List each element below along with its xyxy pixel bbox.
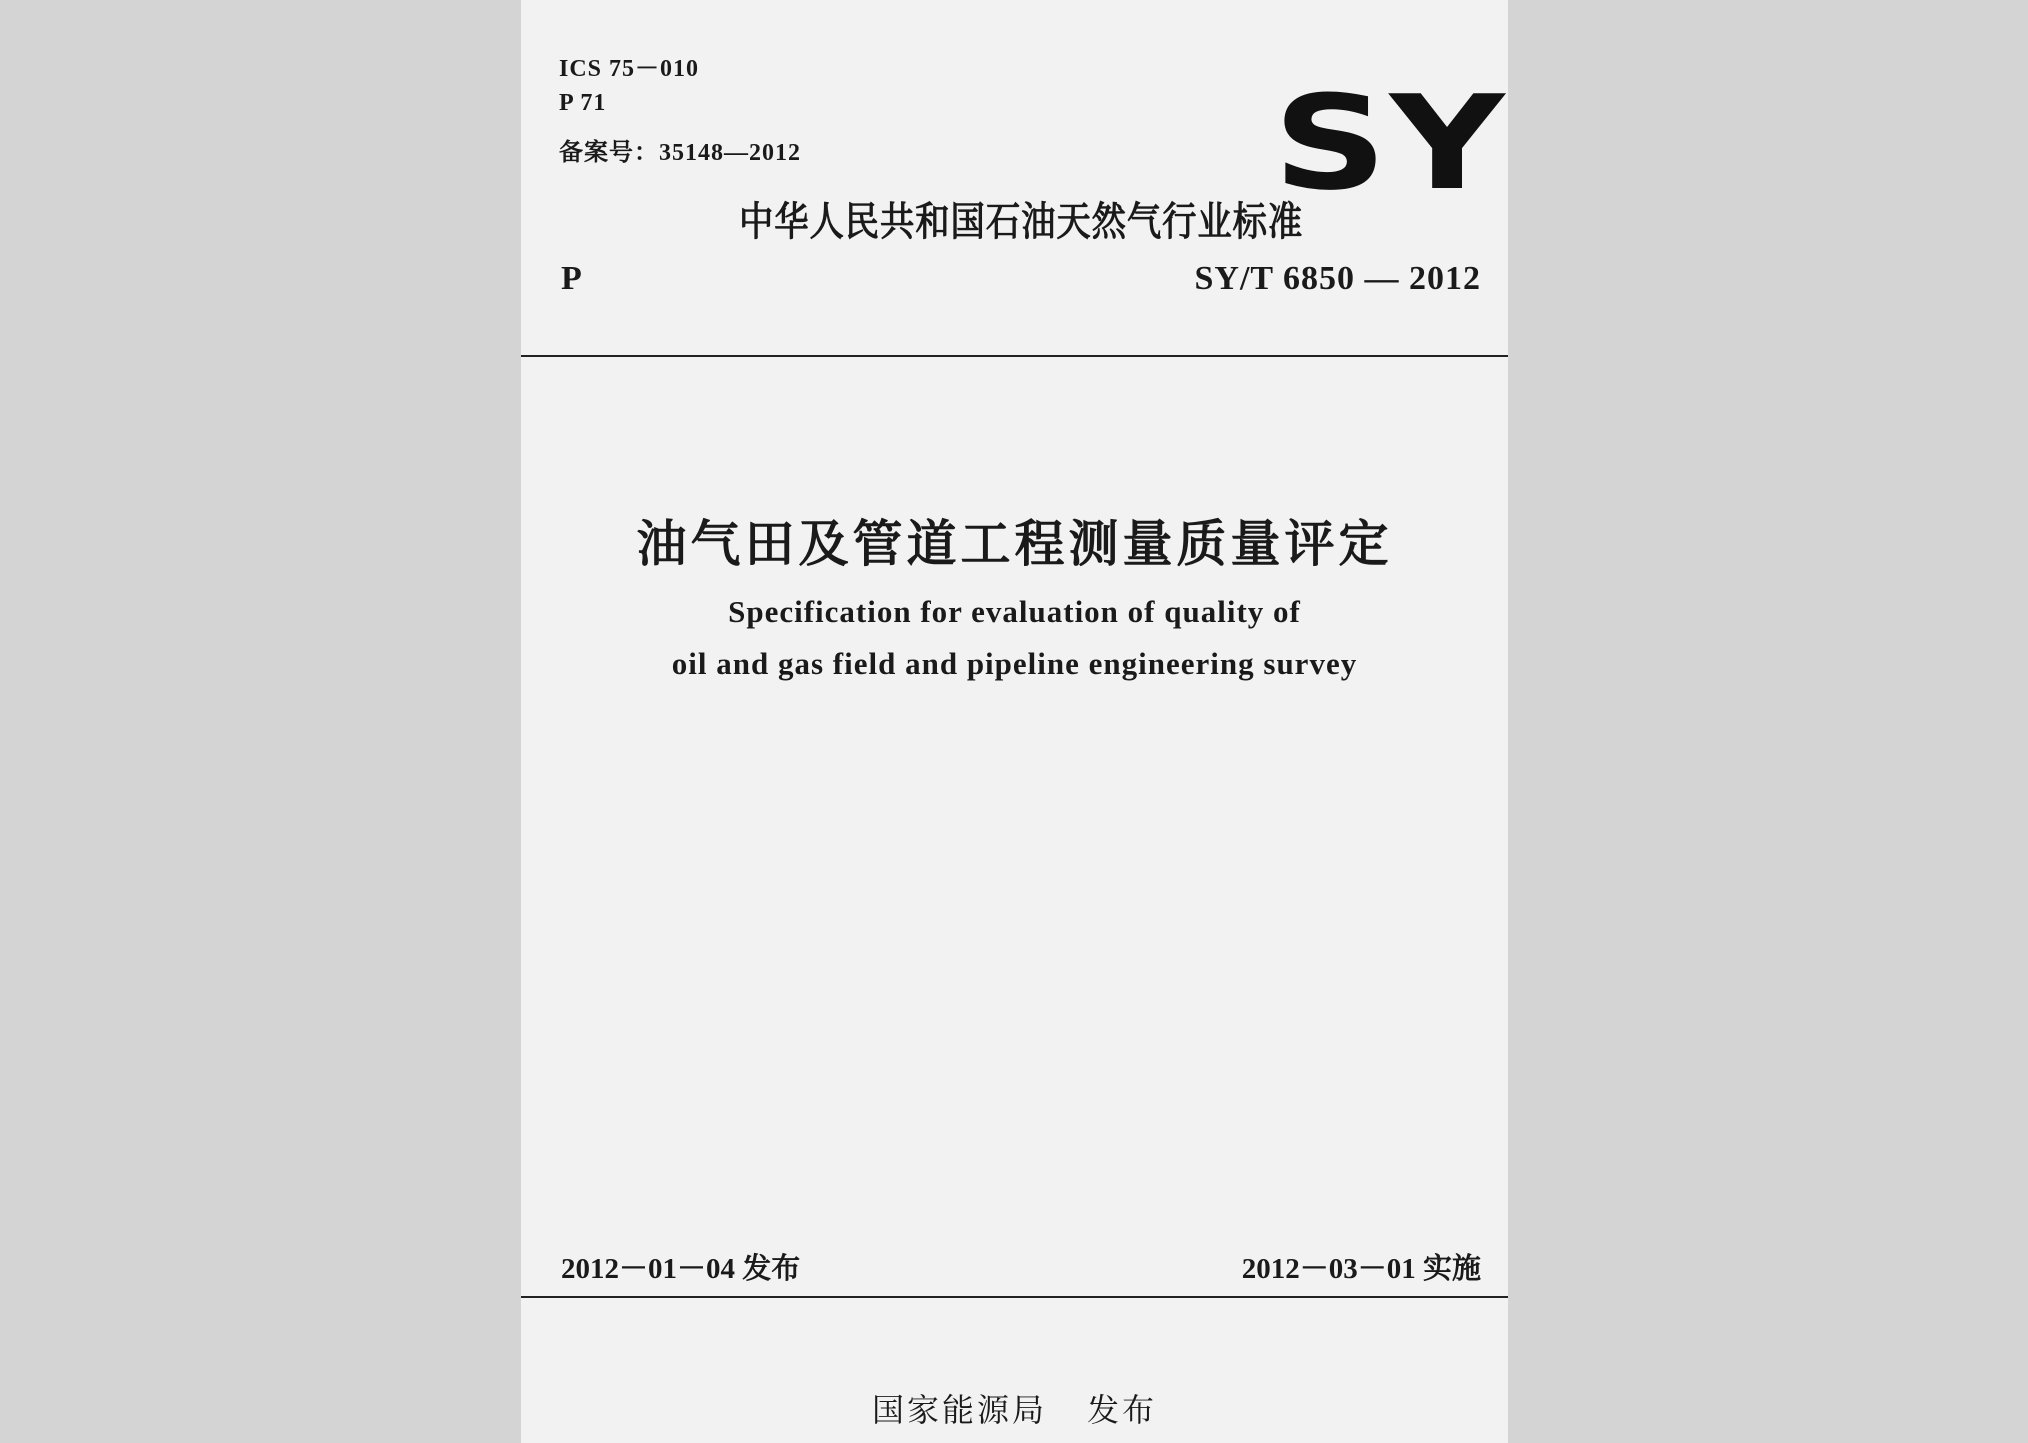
standard-cover-page — [521, 0, 1508, 1443]
title-english-line-2: oil and gas field and pipeline engineering survey — [671, 646, 1358, 681]
filing-number: 备案号：35148—2012 — [559, 140, 801, 166]
category-letter: P — [561, 260, 582, 297]
standard-number: SY/T 6850 — 2012 — [1194, 260, 1481, 297]
sy-logo: SY — [1273, 67, 1507, 219]
effective-date: 2012－03－01 实施 — [1241, 1253, 1481, 1285]
top-divider — [521, 355, 1508, 357]
publisher-action: 发布 — [1087, 1391, 1158, 1429]
title-english-line-1: Specification for evaluation of quality of — [728, 594, 1301, 629]
issue-date: 2012－01－04 发布 — [561, 1253, 801, 1285]
ics-code: ICS 75－010 — [559, 56, 700, 82]
publisher-name: 国家能源局 — [871, 1391, 1047, 1429]
publisher — [521, 1385, 1508, 1431]
ccs-code: P 71 — [559, 90, 607, 116]
title-chinese: 油气田及管道工程测量质量评定 — [636, 515, 1393, 573]
bottom-divider — [521, 1296, 1508, 1298]
standard-organization: 中华人民共和国石油天然气行业标准 — [739, 199, 1304, 245]
